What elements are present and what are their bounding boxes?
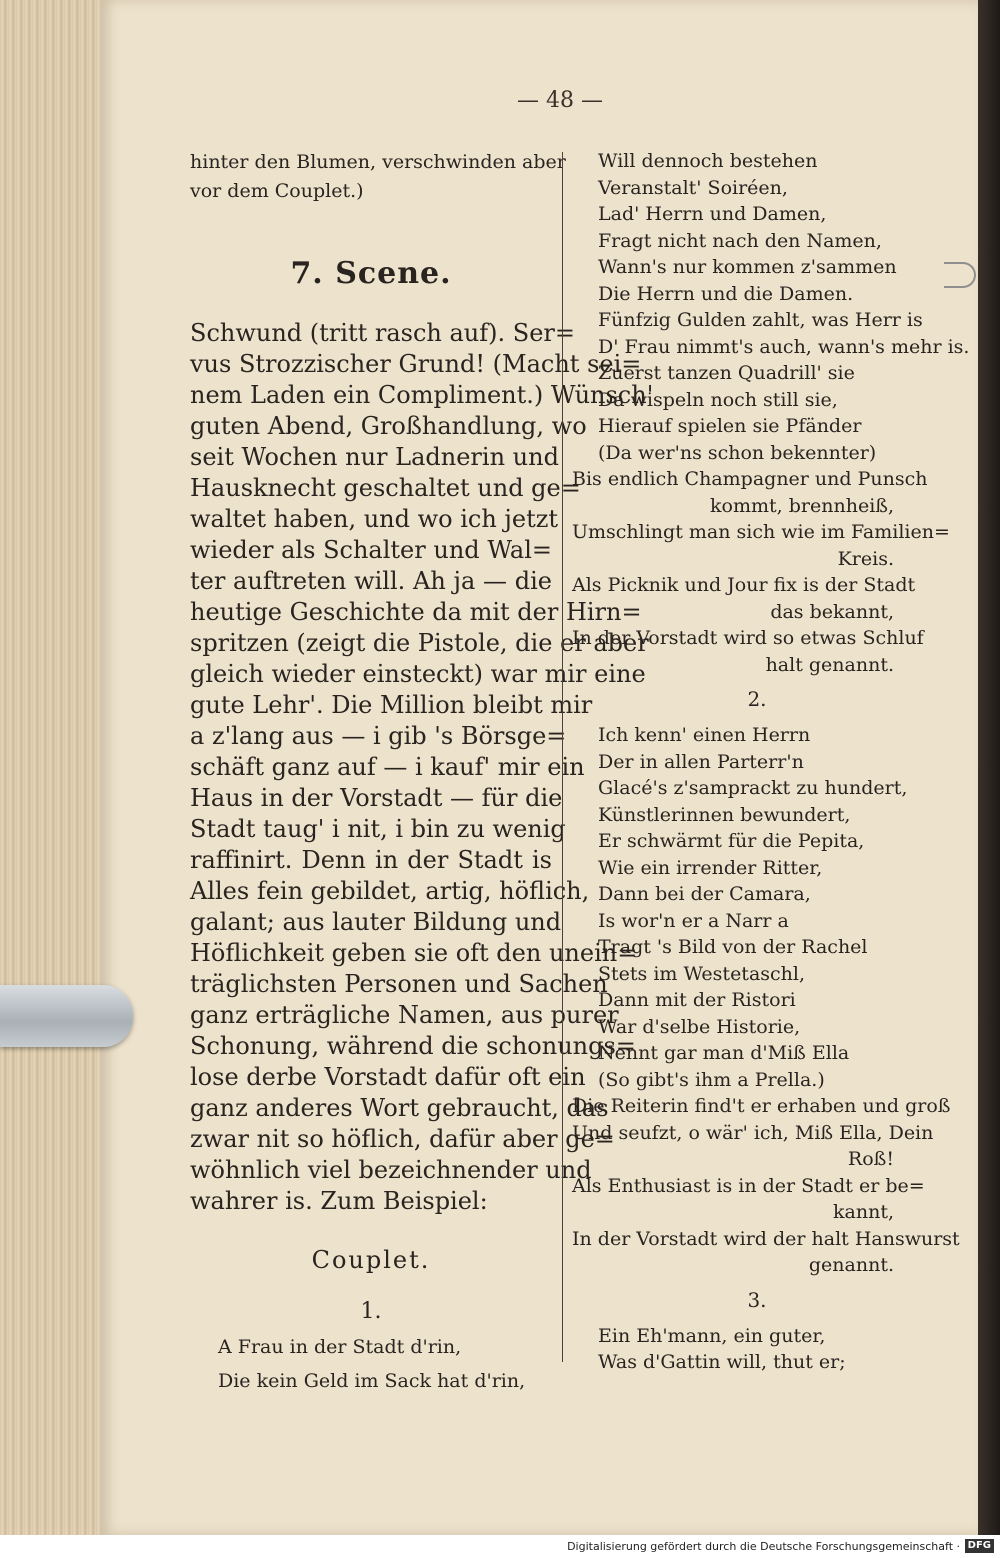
prose-line: galant; aus lauter Bildung und <box>190 908 562 936</box>
verse-line: das bekannt, <box>770 600 894 623</box>
stage-line: vor dem Couplet.) <box>190 180 364 202</box>
prose-line: ter auftreten will. Ah ja — die <box>190 567 552 595</box>
prose-line: wöhnlich viel bezeichnender und <box>190 1156 592 1184</box>
verse-line: Stets im Westetaschl, <box>598 962 806 985</box>
verse-line: In der Vorstadt wird der halt Hanswurst <box>572 1227 960 1250</box>
verse-line: Zuerst tanzen Quadrill' sie <box>598 362 855 384</box>
prose-line: Stadt taug' i nit, i bin zu wenig <box>190 815 566 843</box>
verse-2-lines <box>572 722 960 1279</box>
prose-line: nem Laden ein Compliment.) Wünsch' <box>190 381 654 409</box>
prose-line: raffinirt. Denn in der Stadt is <box>190 846 552 874</box>
verse-1-continued <box>572 148 970 678</box>
verse-line: Will dennoch bestehen <box>598 150 818 172</box>
verse-number: 1. <box>360 1299 382 1324</box>
verse-line: Nennt gar man d'Miß Ella <box>598 1042 850 1064</box>
prose-line: wieder als Schalter und Wal= <box>190 536 552 564</box>
page-number: — 48 — <box>517 88 603 113</box>
verse-line: Roß! <box>847 1148 894 1170</box>
verse-3-lines <box>572 1323 942 1376</box>
column-divider <box>562 152 563 1362</box>
verse-line: Kreis. <box>837 547 894 570</box>
footer <box>0 1535 1000 1558</box>
prose-line: Höflichkeit geben sie oft den unein= <box>190 939 638 967</box>
verse-line: Der in allen Parterr'n <box>598 750 804 773</box>
prose-line: lose derbe Vorstadt dafür oft ein <box>190 1063 586 1091</box>
prose-line: waltet haben, und wo ich jetzt <box>190 505 559 533</box>
prose-line: guten Abend, Großhandlung, wo <box>190 412 587 440</box>
stage-line: hinter den Blumen, verschwinden aber <box>190 151 566 173</box>
verse-line: Als Picknik und Jour fix is der Stadt <box>572 574 916 596</box>
verse-line: kommt, brennheiß, <box>710 494 894 517</box>
left-column <box>190 148 654 1395</box>
prose-line: spritzen (zeigt die Pistole, die er aber <box>190 629 649 657</box>
verse-line: War d'selbe Historie, <box>598 1015 801 1038</box>
verse-line: halt genannt. <box>765 653 894 676</box>
verse-number: 3. <box>747 1287 767 1312</box>
prose-line: Alles fein gebildet, artig, höflich, <box>190 877 590 905</box>
book-clamp <box>0 985 133 1047</box>
prose-line: a z'lang aus — i gib 's Börsge= <box>190 722 567 750</box>
prose-line: ganz anderes Wort gebraucht, das <box>190 1094 609 1122</box>
prose-line: ganz erträgliche Namen, aus purer <box>190 1001 619 1029</box>
prose-line: Schonung, während die schonungs= <box>190 1032 636 1060</box>
verse-line: Fünfzig Gulden zahlt, was Herr is <box>598 309 923 331</box>
prose-line: Haus in der Vorstadt — für die <box>190 784 563 812</box>
prose-line: Hausknecht geschaltet und ge= <box>190 474 581 502</box>
prose-line: wahrer is. Zum Beispiel: <box>190 1187 488 1215</box>
verse-line: Hierauf spielen sie Pfänder <box>598 415 862 437</box>
verse-line: genannt. <box>808 1254 894 1276</box>
verse-line: (Da wer'ns schon bekennter) <box>598 441 877 464</box>
footer-credit: Digitalisierung gefördert durch die Deutsche Forschungsgemeinschaft · <box>567 1540 960 1553</box>
verse-line: Er schwärmt für die Pepita, <box>598 830 865 852</box>
scan-border <box>978 0 1000 1535</box>
verse-line: Die Herrn und die Damen. <box>598 282 854 305</box>
prose-line: träglichsten Personen und Sachen <box>190 970 608 998</box>
verse-line: Als Enthusiast is in der Stadt er be= <box>572 1174 925 1197</box>
prose-line: Schwund (tritt rasch auf). Ser= <box>190 319 575 347</box>
verse-line: Was d'Gattin will, thut er; <box>598 1351 846 1373</box>
verse-line: Die Reiterin find't er erhaben und groß <box>572 1095 951 1117</box>
stage-direction <box>190 148 566 206</box>
verse-line: Veranstalt' Soiréen, <box>598 176 788 199</box>
verse-line: Da wispeln noch still sie, <box>598 388 838 411</box>
verse-line: D' Frau nimmt's auch, wann's mehr is. <box>598 335 970 358</box>
verse-line: Umschlingt man sich wie im Familien= <box>572 521 950 543</box>
verse-line: Ein Eh'mann, ein guter, <box>598 1324 826 1347</box>
verse-line: Is wor'n er a Narr a <box>598 909 789 932</box>
verse-line: Lad' Herrn und Damen, <box>598 203 827 225</box>
verse-line: In der Vorstadt wird so etwas Schluf <box>572 627 924 649</box>
prose-line: schäft ganz auf — i kauf' mir ein <box>190 753 585 781</box>
verse-line: kannt, <box>833 1201 894 1223</box>
verse-1-lines <box>190 1333 552 1395</box>
verse-line: Die kein Geld im Sack hat d'rin, <box>218 1370 526 1392</box>
verse-line: Dann bei der Camara, <box>598 883 811 905</box>
verse-line: Fragt nicht nach den Namen, <box>598 229 882 252</box>
prose-line: gute Lehr'. Die Million bleibt mir <box>190 691 593 719</box>
verse-line: Glacé's z'samprackt zu hundert, <box>598 777 908 799</box>
verse-line: Bis endlich Champagner und Punsch <box>572 468 928 490</box>
dfg-logo: DFG <box>965 1539 994 1553</box>
prose-line: zwar nit so höflich, dafür aber ge= <box>190 1125 615 1153</box>
verse-line: A Frau in der Stadt d'rin, <box>218 1336 462 1358</box>
monologue <box>190 318 654 1217</box>
verse-line: (So gibt's ihm a Prella.) <box>598 1068 825 1091</box>
verse-number: 2. <box>747 687 767 711</box>
verse-line: Wie ein irrender Ritter, <box>598 856 823 879</box>
verse-line: Dann mit der Ristori <box>598 989 796 1011</box>
right-column <box>572 148 970 1376</box>
prose-line: seit Wochen nur Ladnerin und <box>190 443 559 471</box>
verse-line: Ich kenn' einen Herrn <box>598 724 811 746</box>
couplet-heading: Couplet. <box>311 1246 431 1274</box>
prose-line: heutige Geschichte da mit der Hirn= <box>190 598 642 626</box>
page-edges <box>0 0 100 1535</box>
verse-line: Und seufzt, o wär' ich, Miß Ella, Dein <box>572 1121 934 1144</box>
paper-clip-icon <box>944 262 976 288</box>
verse-line: Wann's nur kommen z'sammen <box>598 256 897 278</box>
prose-line: vus Strozzischer Grund! (Macht sei= <box>190 350 642 378</box>
prose-line: gleich wieder einsteckt) war mir eine <box>190 660 646 688</box>
scene-title: 7. Scene. <box>290 256 452 291</box>
verse-line: Tragt 's Bild von der Rachel <box>598 936 868 958</box>
verse-line: Künstlerinnen bewundert, <box>598 803 851 826</box>
